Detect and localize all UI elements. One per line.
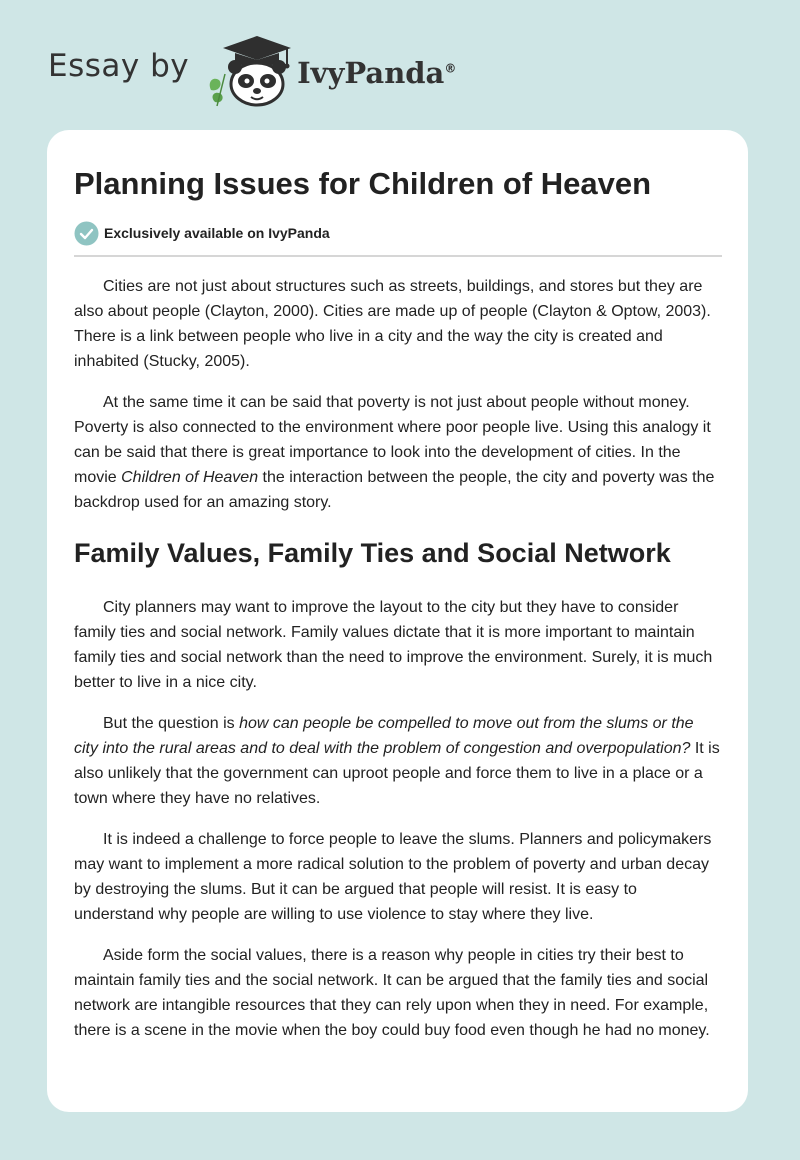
panda-logo-icon <box>203 34 295 108</box>
movie-title: Children of Heaven <box>121 469 259 486</box>
italic-question: how can people be compelled to move out from the slums or the city into the rural areas and to deal with the problem of congestion and overpopulation? <box>74 715 694 757</box>
paragraph: Cities are not just about structures such as streets, buildings, and stores but they are also about people (Clayton, 2000). Cities are made up of people (Clayton & Optow, 2003). There is a link between people who live in a city and the way the city is created and inhabited (Stucky, 2005). <box>74 278 711 370</box>
paragraph: City planners may want to improve the layout to the city but they have to consider family ties and social network. Family values dictate that it is more important to maintain family ties and social network than the need to improve the environment. Surely, it is much better to live in a nice city. <box>74 599 713 691</box>
section-heading: Family Values, Family Ties and Social Network <box>74 538 671 568</box>
divider <box>74 255 722 257</box>
exclusive-label: Exclusively available on IvyPanda <box>104 225 330 241</box>
paragraph: At the same time it can be said that poverty is not just about people without money. Poverty is also connected to the environment where poor people live. Using this analogy it can be said that there is great importance to look into the development of cities. In the movie Children of Heaven the interaction between the people, the city and poverty was the backdrop used for an amazing story. <box>74 394 715 511</box>
paragraph: But the question is how can people be compelled to move out from the slums or the city into the rural areas and to deal with the problem of congestion and overpopulation? It is also unlikely that the government can uproot people and force them to live in a place or a town where they have no relatives. <box>74 715 720 807</box>
paragraph: It is indeed a challenge to force people to leave the slums. Planners and policymakers may want to implement a more radical solution to the problem of poverty and urban decay by destroying the slums. But it can be argued that people will resist. It is easy to understand why people are willing to use violence to stay where they live. <box>74 831 712 923</box>
page-title: Planning Issues for Children of Heaven <box>74 166 652 201</box>
check-circle-icon <box>74 221 99 246</box>
exclusive-badge <box>74 220 721 246</box>
paragraph: Aside form the social values, there is a reason why people in cities try their best to maintain family ties and the social network. It can be argued that the family ties and social network are intangible resources that they can rely upon when they in need. For example, there is a scene in the movie when the boy could buy food even though he had no money. <box>74 947 710 1039</box>
essay-card <box>47 130 748 1112</box>
brand-prefix: Essay by <box>48 48 190 84</box>
brand-header[interactable] <box>48 34 456 108</box>
brand-name: IvyPanda® <box>297 56 457 90</box>
